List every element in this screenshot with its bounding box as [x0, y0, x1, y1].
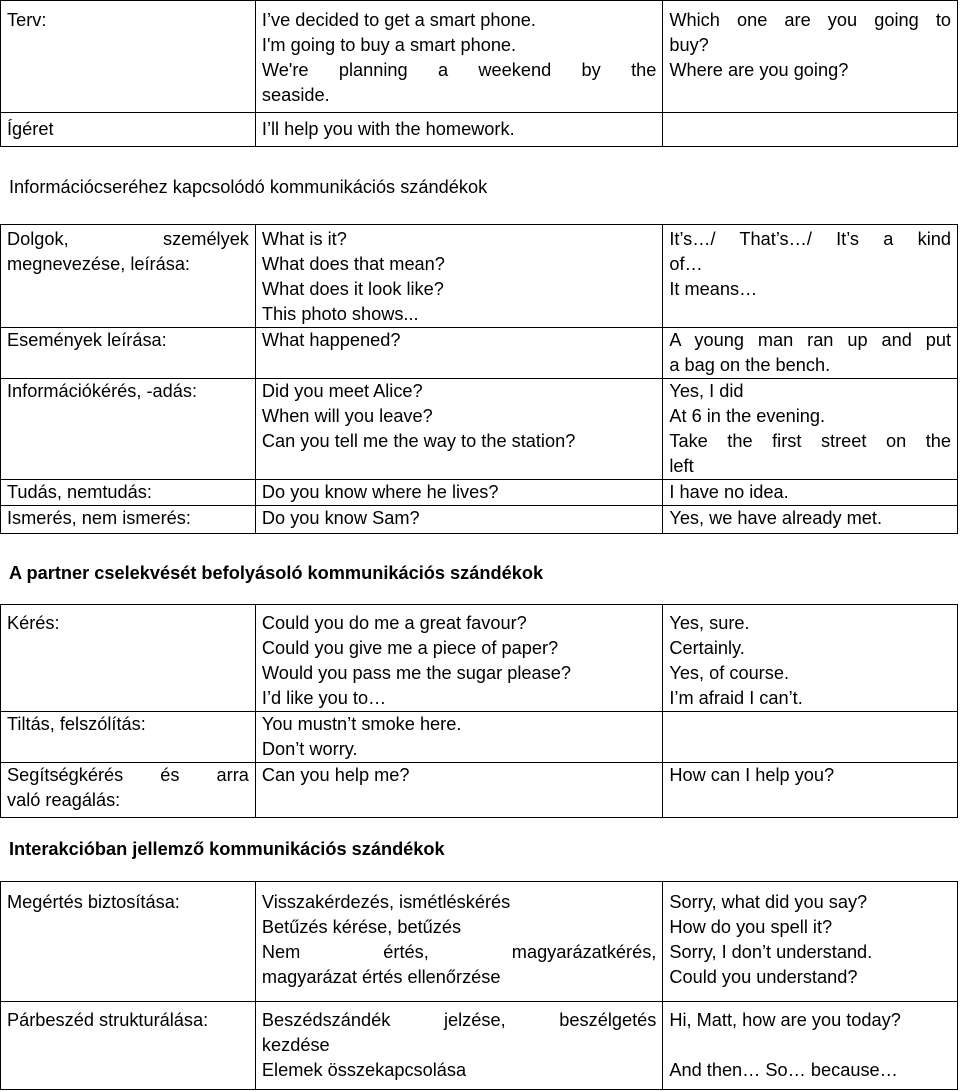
section-heading: Interakcióban jellemző kommunikációs szándékok: [9, 839, 445, 859]
example-questions: Visszakérdezés, ismétléskérés Betűzés kérése, betűzés Nem értés, magyarázatkérés, magyarázat értés ellenőrzése: [255, 882, 662, 1002]
table-row: [1, 506, 958, 534]
example-answers: Sorry, what did you say? How do you spell it? Sorry, I don’t understand. Could you understand?: [663, 882, 958, 1002]
plans-table: [0, 0, 958, 147]
example-answers: How can I help you?: [663, 763, 958, 818]
example-answers: It’s…/ That’s…/ It’s a kind of… It means…: [663, 225, 958, 328]
section-heading: A partner cselekvését befolyásoló kommunikációs szándékok: [9, 563, 544, 583]
interaction-table: [0, 881, 958, 1090]
row-label: Ígéret: [1, 113, 256, 147]
row-label: Kérés:: [1, 605, 256, 712]
example-answers: Yes, we have already met.: [663, 506, 958, 534]
example-answers: Hi, Matt, how are you today? And then… So… because…: [663, 1002, 958, 1090]
table-row: [1, 1002, 958, 1090]
row-label: Információkérés, -adás:: [1, 379, 256, 480]
example-questions: What is it? What does that mean? What does it look like? This photo shows...: [255, 225, 662, 328]
table-row: [1, 113, 958, 147]
row-label: Tudás, nemtudás:: [1, 480, 256, 506]
row-label: Ismerés, nem ismerés:: [1, 506, 256, 534]
table-row: [1, 379, 958, 480]
example-questions: Could you do me a great favour? Could you give me a piece of paper? Would you pass me the sugar please? I’d like you to…: [255, 605, 662, 712]
table-row: [1, 225, 958, 328]
example-questions: What happened?: [255, 328, 662, 379]
row-label: Dolgok, személyek megnevezése, leírása:: [1, 225, 256, 328]
influencing-partner-table: [0, 604, 958, 818]
example-questions: I’ll help you with the homework.: [255, 113, 662, 147]
example-answers: A young man ran up and put a bag on the bench.: [663, 328, 958, 379]
example-questions: Beszédszándék jelzése, beszélgetés kezdése Elemek összekapcsolása: [255, 1002, 662, 1090]
section-heading: Információcseréhez kapcsolódó kommunikációs szándékok: [9, 177, 488, 197]
row-label: Események leírása:: [1, 328, 256, 379]
row-label: Megértés biztosítása:: [1, 882, 256, 1002]
table-row: [1, 328, 958, 379]
example-answers: [663, 712, 958, 763]
example-answers: I have no idea.: [663, 480, 958, 506]
information-exchange-table: [0, 224, 958, 534]
table-row: [1, 1, 958, 113]
row-label: Tiltás, felszólítás:: [1, 712, 256, 763]
example-answers: [663, 113, 958, 147]
example-questions: You mustn’t smoke here. Don’t worry.: [255, 712, 662, 763]
example-questions: Do you know where he lives?: [255, 480, 662, 506]
example-questions: Do you know Sam?: [255, 506, 662, 534]
table-row: [1, 605, 958, 712]
table-row: [1, 712, 958, 763]
example-answers: Yes, sure. Certainly. Yes, of course. I’m afraid I can’t.: [663, 605, 958, 712]
row-label: Terv:: [1, 1, 256, 113]
row-label: Segítségkérés és arra való reagálás:: [1, 763, 256, 818]
table-row: [1, 763, 958, 818]
table-row: [1, 882, 958, 1002]
example-answers: Which one are you going to buy? Where are you going?: [663, 1, 958, 113]
example-questions: Can you help me?: [255, 763, 662, 818]
table-row: [1, 480, 958, 506]
example-questions: Did you meet Alice? When will you leave? Can you tell me the way to the station?: [255, 379, 662, 480]
row-label: Párbeszéd strukturálása:: [1, 1002, 256, 1090]
example-questions: I’ve decided to get a smart phone. I'm going to buy a smart phone. We're planning a weekend by the seaside.: [255, 1, 662, 113]
example-answers: Yes, I did At 6 in the evening. Take the first street on the left: [663, 379, 958, 480]
